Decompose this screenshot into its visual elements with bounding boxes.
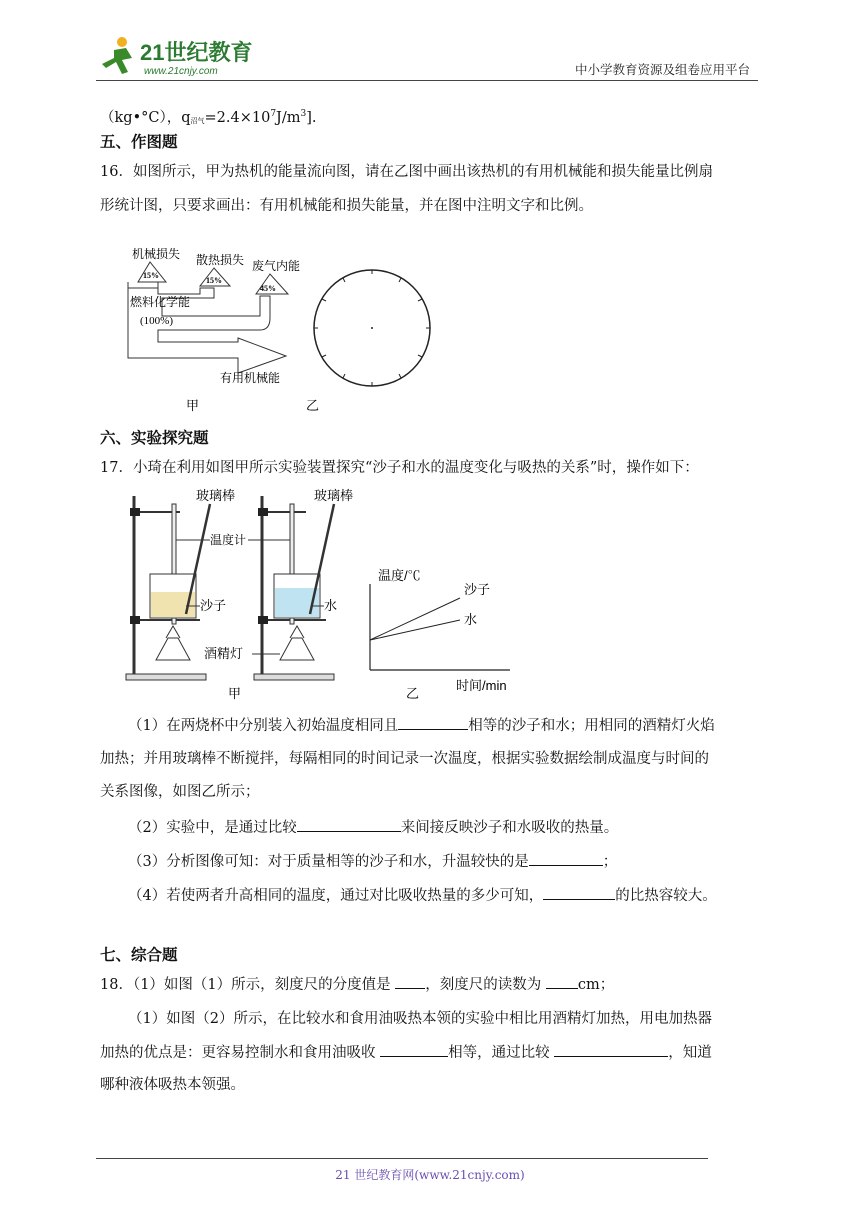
- rod-label-2: 玻璃棒: [314, 488, 354, 503]
- section-6-title: 六、实验探究题: [100, 429, 209, 447]
- q17-blank-2[interactable]: [297, 817, 401, 832]
- svg-text:15%: 15%: [206, 276, 222, 285]
- q18-line-2: （1）如图（2）所示，在比较水和食用油吸热本领的实验中相比用酒精灯加热，用电加热器: [128, 1011, 712, 1027]
- site-logo: [92, 32, 262, 80]
- exhaust-label: 废气内能: [252, 259, 301, 273]
- fuel-label: 燃料化学能: [130, 295, 191, 309]
- lamp-label: 酒精灯: [204, 646, 244, 661]
- thermometer-label: 温度计: [210, 533, 247, 547]
- heat-loss-label: 散热损失: [196, 253, 245, 267]
- svg-text:21世纪教育: 21世纪教育: [140, 40, 253, 65]
- footer-link[interactable]: 21 世纪教育网(www.21cnjy.com): [335, 1168, 525, 1182]
- header-divider: [96, 80, 758, 81]
- q16-line-2: 形统计图，只要求画出：有用机械能和损失能量，并在图中注明文字和比例。: [100, 198, 593, 214]
- figure-jia-label-2: 甲: [228, 686, 242, 701]
- svg-text:15%: 15%: [143, 271, 159, 280]
- q17-blank-3[interactable]: [529, 851, 603, 866]
- section-5-title: 五、作图题: [100, 133, 178, 151]
- q17-part4: （4）若使两者升高相同的温度，通过对比吸收热量的多少可知， 的比热容较大。: [100, 885, 760, 906]
- q16-line-1: 16．如图所示，甲为热机的能量流向图，请在乙图中画出该热机的有用机械能和损失能量比例扇: [100, 164, 713, 180]
- fuel-pct: (100%): [140, 315, 173, 327]
- series-sand-label: 沙子: [464, 582, 491, 597]
- figure-yi-label: 乙: [306, 398, 320, 413]
- q18-blank-3[interactable]: [380, 1042, 448, 1057]
- q18-line-1: 18．（1）如图（1）所示，刻度尺的分度值是 ，刻度尺的读数为 cm；: [100, 974, 760, 995]
- q17-intro: 17．小琦在利用如图甲所示实验装置探究“沙子和水的温度变化与吸热的关系”时，操作如下：: [100, 460, 699, 476]
- q18-blank-2[interactable]: [546, 974, 578, 989]
- q18-blank-1[interactable]: [395, 974, 425, 989]
- q18-blank-4[interactable]: [554, 1042, 668, 1057]
- q17-part1-cont: 加热；并用玻璃棒不断搅拌，每隔相同的时间记录一次温度，根据实验数据绘制成温度与时间的: [100, 751, 709, 767]
- graph-ylabel: 温度/℃: [378, 568, 421, 583]
- q17-blank-1[interactable]: [398, 715, 468, 730]
- mech-loss-label: 机械损失: [132, 247, 181, 261]
- continuation-line: （kg•°C），q沼气$=2.4\times 10^7J/m^3$].: [100, 109, 317, 126]
- graph-xlabel: 时间/min: [456, 678, 507, 693]
- section-7-title: 七、综合题: [100, 946, 178, 964]
- energy-flow-figure: [110, 238, 450, 416]
- q17-part3: （3）分析图像可知：对于质量相等的沙子和水，升温较快的是 ；: [100, 851, 760, 872]
- q17-part2: （2）实验中，是通过比较 来间接反映沙子和水吸收的热量。: [100, 817, 760, 838]
- water-label: 水: [324, 598, 338, 613]
- figure-jia-label: 甲: [186, 398, 200, 413]
- useful-label: 有用机械能: [220, 371, 281, 385]
- q17-part1: （1）在两烧杯中分别装入初始温度相同且 相等的沙子和水；用相同的酒精灯火焰: [100, 715, 760, 736]
- q17-part1-cont2: 关系图像，如图乙所示；: [100, 784, 260, 800]
- sand-label: 沙子: [200, 598, 227, 613]
- series-water-label: 水: [464, 612, 478, 627]
- sand-line: [370, 598, 460, 640]
- water-line: [370, 620, 460, 640]
- experiment-figure: [120, 484, 540, 702]
- svg-text:45%: 45%: [260, 284, 276, 293]
- q18-line-4: 哪种液体吸热本领强。: [100, 1077, 245, 1093]
- footer-divider: [96, 1158, 708, 1159]
- svg-text:www.21cnjy.com: www.21cnjy.com: [144, 66, 218, 77]
- figure-yi-label-2: 乙: [406, 686, 420, 701]
- header-platform-text: 中小学教育资源及组卷应用平台: [574, 62, 750, 77]
- q18-line-3: 加热的优点是：更容易控制水和食用油吸收 相等，通过比较 ，知道: [100, 1042, 760, 1063]
- q17-blank-4[interactable]: [543, 885, 615, 900]
- rod-label-1: 玻璃棒: [196, 488, 236, 503]
